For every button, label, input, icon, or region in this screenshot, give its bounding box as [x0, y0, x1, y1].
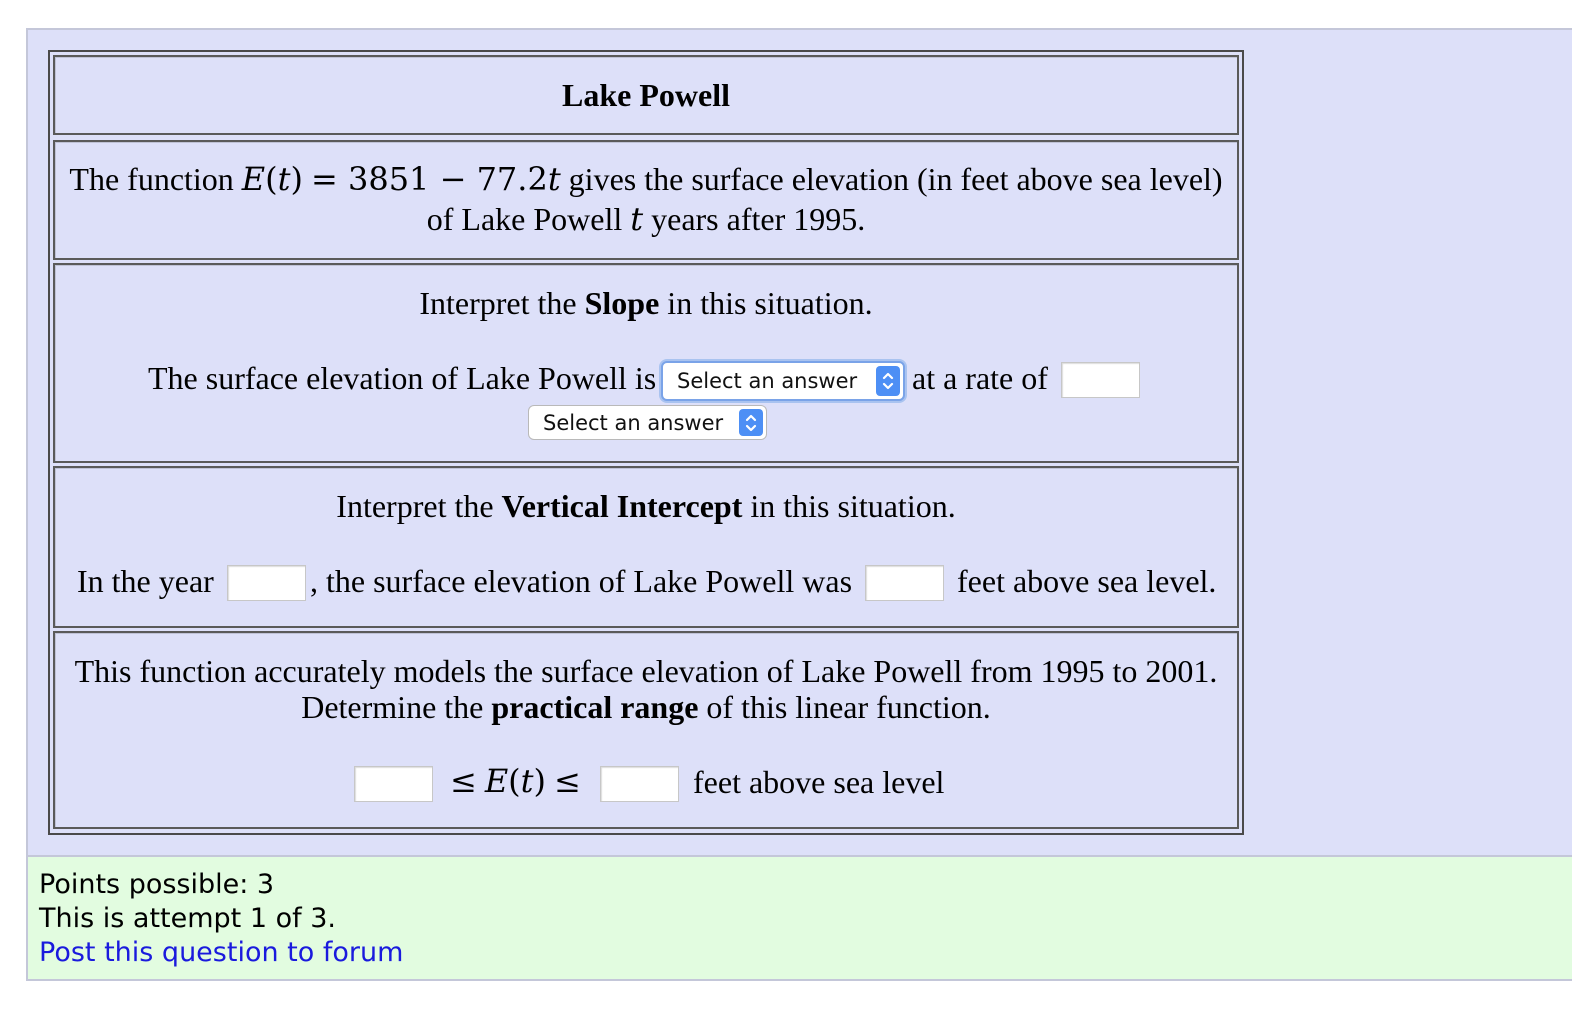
intro-line-2: of Lake Powell t years after 1995. [426, 200, 866, 238]
range-line-1: This function accurately models the surface elevation of Lake Powell from 1995 to 2001. [74, 653, 1218, 689]
range-line-2: Determine the practical range of this linear function. [301, 689, 991, 725]
range-unit-text: feet above sea level [693, 764, 945, 800]
points-possible: Points possible: 3 [39, 869, 275, 900]
intercept-heading: Interpret the Vertical Intercept in this situation. [336, 488, 956, 524]
slope-sentence: The surface elevation of Lake Powell is [148, 360, 657, 396]
range-inequality: ≤ E(t) ≤ [450, 762, 581, 800]
slope-direction-select[interactable]: Select an answer [661, 361, 905, 401]
post-to-forum-link[interactable]: Post this question to forum [39, 937, 404, 968]
intercept-year-label: In the year [77, 563, 214, 599]
chevron-updown-icon [739, 409, 763, 436]
question-footer [26, 855, 1572, 981]
intro-line-1: The function E(t) = 3851 − 77.2t gives the surface elevation (in feet above sea level) [69, 160, 1223, 198]
year-input[interactable] [227, 565, 306, 601]
title-cell [53, 55, 1239, 135]
rate-label: at a rate of [912, 360, 1048, 396]
intercept-cell [53, 466, 1239, 628]
question-title: Lake Powell [562, 77, 730, 113]
attempt-info: This is attempt 1 of 3. [39, 903, 336, 934]
chevron-updown-icon [876, 366, 900, 396]
intro-cell [53, 140, 1239, 260]
range-lower-input[interactable] [354, 766, 433, 802]
intercept-unit-text: feet above sea level. [957, 563, 1217, 599]
range-upper-input[interactable] [600, 766, 679, 802]
slope-units-select[interactable]: Select an answer [528, 405, 767, 440]
intercept-mid-text: , the surface elevation of Lake Powell was [310, 563, 853, 599]
rate-input[interactable] [1061, 362, 1140, 398]
slope-heading: Interpret the Slope in this situation. [419, 285, 873, 321]
elevation-input[interactable] [865, 565, 944, 601]
